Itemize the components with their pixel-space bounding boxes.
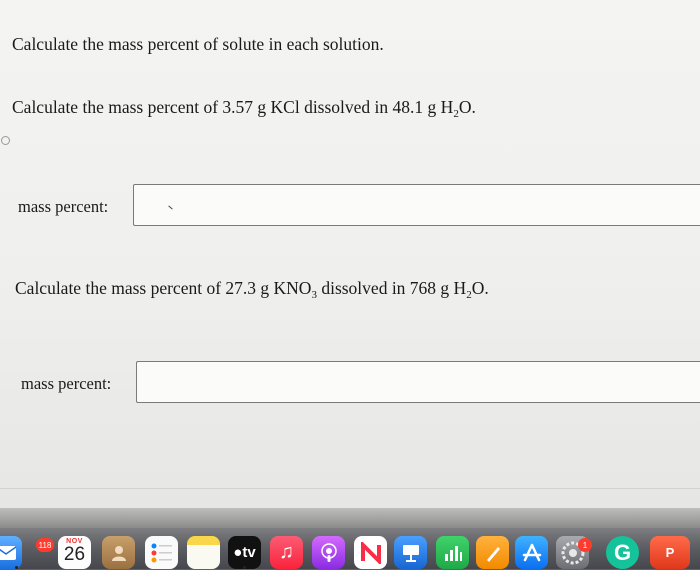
- question-1-suffix: O.: [458, 97, 476, 117]
- settings-badge: 1: [578, 538, 592, 552]
- page-divider: [0, 488, 700, 489]
- music-icon[interactable]: [270, 536, 303, 569]
- question-2-subscript-1: 3: [311, 289, 317, 301]
- question-2-text: [15, 278, 489, 299]
- grammarly-icon[interactable]: [606, 536, 639, 569]
- question-2-suffix: O.: [471, 278, 489, 298]
- list-icon: [150, 542, 174, 564]
- app-store-a-icon: [520, 542, 544, 564]
- pdf-app-icon[interactable]: [650, 536, 690, 569]
- apple-tv-icon[interactable]: [228, 536, 261, 569]
- news-n-icon: [360, 542, 382, 564]
- question-1-subscript: 2: [453, 108, 459, 120]
- question-2-prefix: Calculate the mass percent of 27.3 g KNO: [15, 278, 312, 298]
- pdf-app-label: P: [665, 545, 675, 560]
- envelope-icon: [0, 545, 17, 561]
- question-2-middle: dissolved in 768 g H: [316, 278, 467, 298]
- apple-logo-icon: ●: [233, 544, 243, 561]
- circle-icon: [1, 136, 10, 145]
- podcast-waves-icon: [318, 542, 340, 564]
- question-1-prefix: Calculate the mass percent of 3.57 g KCl dissolved in 48.1 g H: [12, 97, 454, 117]
- music-note-icon: ♫: [279, 541, 294, 563]
- podium-icon: [400, 542, 422, 564]
- calendar-day: 26: [63, 544, 86, 565]
- question-1-text: [12, 97, 476, 118]
- podcasts-icon[interactable]: [312, 536, 345, 569]
- calendar-month: NOV: [66, 538, 83, 545]
- contacts-icon[interactable]: [102, 536, 135, 569]
- notes-icon[interactable]: [187, 536, 220, 569]
- numbers-icon[interactable]: [436, 536, 469, 569]
- grammarly-g-icon: G: [613, 539, 632, 565]
- question-2-subscript-2: 2: [466, 289, 472, 301]
- mass-percent-input-2[interactable]: [136, 361, 700, 403]
- answer-1-label: mass percent:: [18, 197, 109, 216]
- pen-icon: [482, 542, 504, 564]
- app-store-icon[interactable]: [515, 536, 548, 569]
- reminders-icon[interactable]: [145, 536, 178, 569]
- person-icon: [109, 543, 129, 563]
- news-icon[interactable]: [354, 536, 387, 569]
- sidebar-edge: [0, 0, 8, 140]
- answer-2-label: mass percent:: [21, 374, 112, 393]
- tv-label: tv: [242, 544, 256, 561]
- pages-icon[interactable]: [476, 536, 509, 569]
- bar-chart-icon: [442, 542, 464, 564]
- calendar-icon[interactable]: [58, 536, 91, 569]
- mail-badge: 118: [36, 538, 54, 552]
- keynote-icon[interactable]: [394, 536, 427, 569]
- question-heading: Calculate the mass percent of solute in each solution.: [12, 34, 384, 54]
- mail-icon[interactable]: [0, 536, 22, 569]
- mass-percent-input-1[interactable]: [133, 184, 700, 226]
